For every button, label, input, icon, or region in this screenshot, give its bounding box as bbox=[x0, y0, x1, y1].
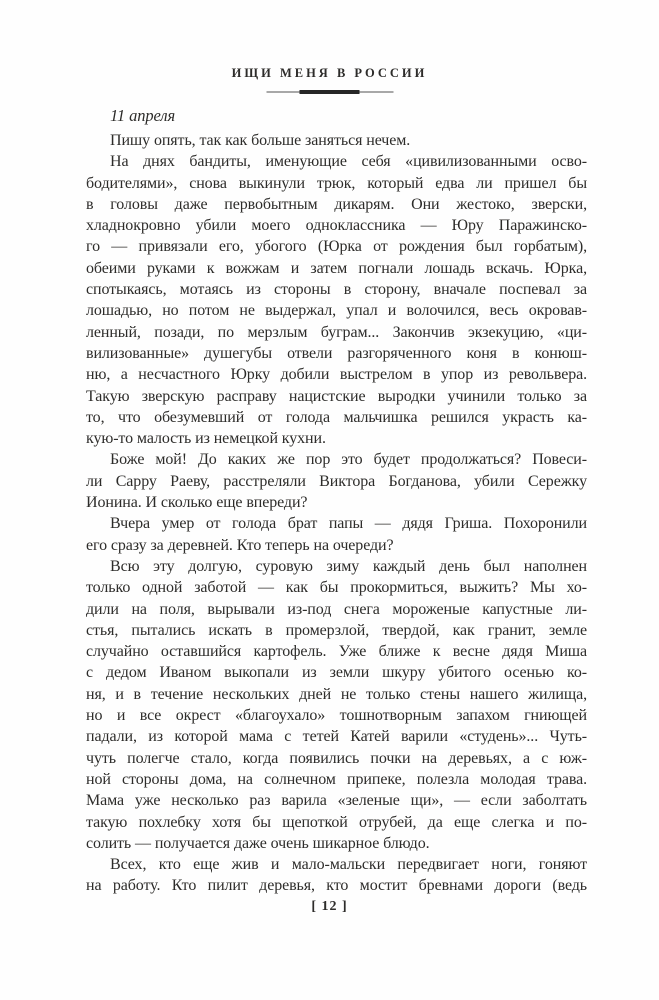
text-line: ню, а несчастного Юрку добили выстрелом в упор из револьвера. bbox=[86, 366, 587, 384]
body-text bbox=[86, 130, 587, 897]
text-line: случайно оставшийся картофель. Уже ближе к весне дядя Миша bbox=[86, 643, 587, 661]
text-line: но и все окрест «благоухало» тошнотворным запахом гниющей bbox=[86, 707, 587, 725]
text-line: Вчера умер от голода брат папы — дядя Гриша. Похоронили bbox=[110, 515, 587, 533]
text-line: бодителями», снова выкинули трюк, который едва ли пришел бы bbox=[86, 174, 587, 192]
text-line: вилизованные» душегубы отвели разгоряченного коня в конюш- bbox=[86, 344, 587, 362]
text-line: чуть полегче стало, когда появились почки на деревьях, а с юж- bbox=[86, 749, 587, 767]
text-line: дили на поля, вырывали из-под снега мороженые капустные ли- bbox=[86, 600, 587, 618]
page-content bbox=[86, 105, 587, 897]
divider-bar bbox=[300, 90, 360, 94]
paragraph bbox=[86, 151, 587, 449]
text-line: На днях бандиты, именующие себя «цивилизованными осво- bbox=[110, 153, 587, 171]
paragraph bbox=[86, 449, 587, 513]
paragraph bbox=[86, 854, 587, 897]
text-line: солить — получается даже очень шикарное блюдо. bbox=[86, 834, 430, 852]
text-line: ли Сарру Раеву, расстреляли Виктора Богданова, убили Сережку bbox=[86, 472, 587, 490]
text-line: обеими руками к вожжам и затем погнали лошадь вскачь. Юрка, bbox=[86, 259, 587, 277]
text-line: ной стороны дома, на солнечном припеке, полезла молодая трава. bbox=[86, 770, 587, 788]
paragraph bbox=[86, 130, 587, 151]
running-title: ИЩИ МЕНЯ В РОССИИ bbox=[231, 66, 428, 80]
text-line: кую-то малость из немецкой кухни. bbox=[86, 430, 326, 448]
text-line: его сразу за деревней. Кто теперь на очереди? bbox=[86, 536, 394, 554]
text-line: Боже мой! До каких же пор это будет продолжаться? Повеси- bbox=[110, 451, 587, 469]
text-line: Пишу опять, так как больше заняться нечем. bbox=[110, 132, 411, 149]
text-line: го — привязали его, убогого (Юрка от рождения был горбатым), bbox=[86, 238, 587, 256]
chapter-divider bbox=[266, 91, 393, 93]
text-line: ня, и в течение нескольких дней не только стены нашего жилища, bbox=[86, 685, 587, 703]
text-line: такую похлебку хотя бы щепоткой отрубей, да еще слегка и по- bbox=[86, 813, 587, 831]
text-line: на работу. Кто пилит деревья, кто мостит бревнами дороги (ведь bbox=[86, 877, 587, 895]
entry-date-heading: 11 апреля bbox=[110, 106, 176, 125]
page-number: [ 12 ] bbox=[311, 899, 348, 914]
text-line: лошадью, но потом не выдержал, упал и волочился, весь окровав- bbox=[86, 302, 587, 320]
paragraph bbox=[86, 556, 587, 854]
text-line: с дедом Иваном выкопали из земли шкуру убитого осенью ко- bbox=[86, 664, 587, 682]
text-line: Всю эту долгую, суровую зиму каждый день был наполнен bbox=[110, 557, 587, 575]
text-line: Такую зверскую расправу нацистские выродки учинили только за bbox=[86, 387, 587, 405]
text-line: Мама уже несколько раз варила «зеленые щи», — если заболтать bbox=[86, 792, 587, 810]
text-line: только одной заботой — как бы прокормиться, выжить? Мы хо- bbox=[86, 579, 587, 597]
paragraph bbox=[86, 513, 587, 556]
text-line: в головы даже первобытным дикарям. Они жестоко, зверски, bbox=[86, 195, 587, 213]
text-line: Ионина. И сколько еще впереди? bbox=[86, 494, 308, 512]
text-line: хладнокровно убили моего одноклассника — Юру Паражинско- bbox=[86, 217, 587, 235]
text-line: ленный, позади, по мерзлым буграм... Закончив экзекуцию, «ци- bbox=[86, 323, 587, 341]
text-line: падали, из которой мама с тетей Катей варили «студень»... Чуть- bbox=[86, 728, 587, 746]
text-line: стья, пытались искать в промерзлой, твердой, как гранит, земле bbox=[86, 621, 587, 639]
text-line: Всех, кто еще жив и мало-мальски передвигает ноги, гоняют bbox=[110, 856, 587, 874]
text-line: то, что обезумевший от голода мальчишка решился украсть ка- bbox=[86, 408, 587, 426]
text-line: спотыкаясь, мотаясь из стороны в сторону, вначале поспевал за bbox=[86, 281, 587, 299]
